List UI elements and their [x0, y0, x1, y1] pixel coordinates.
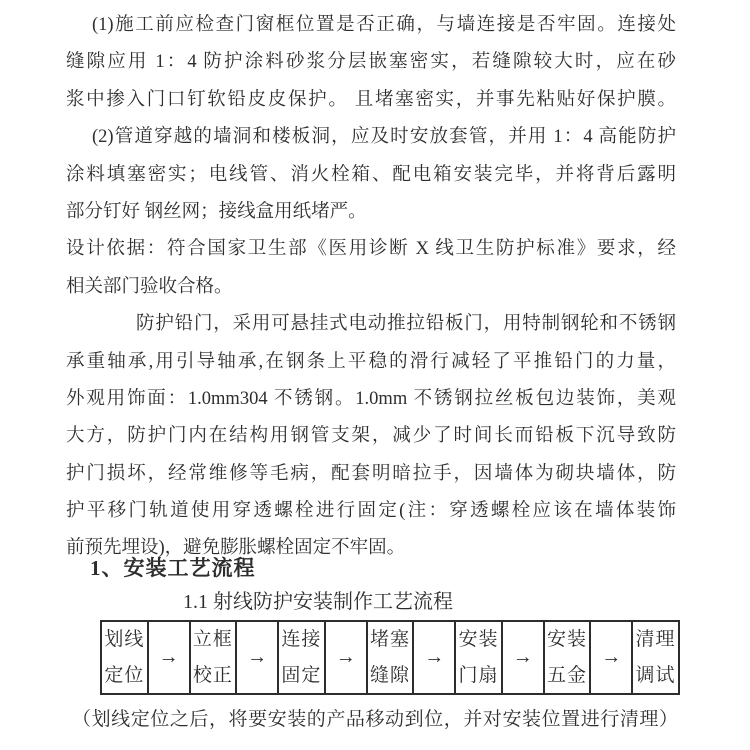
flow-arrow-icon [503, 622, 545, 693]
flow-step-label: 清理 [635, 629, 676, 650]
section-heading: 1、安装工艺流程 [90, 556, 256, 580]
flow-step-label: 五金 [547, 665, 588, 686]
process-flow-table [100, 620, 680, 695]
flow-step [633, 622, 678, 693]
flow-step-label: 调试 [635, 665, 676, 686]
flow-step-label: 安装 [547, 629, 588, 650]
flow-step-label: 立框 [192, 629, 233, 650]
body-line: (2)管道穿越的墙洞和楼板洞，应及时安放套管，并用 1：4 高能防护 [92, 127, 676, 148]
right-arrow-icon: → [512, 646, 533, 668]
flow-step-label: 安装 [458, 629, 499, 650]
body-line: 相关部门验收合格。 [66, 276, 233, 297]
flow-step-label: 固定 [281, 665, 322, 686]
right-arrow-icon: → [424, 646, 445, 668]
flow-step [279, 622, 326, 693]
flow-step [102, 622, 149, 693]
body-line: 外观用饰面：1.0mm304 不锈钢。1.0mm 不锈钢拉丝板包边装饰，美观 [66, 388, 676, 409]
body-line: 护平移门轨道使用穿透螺栓进行固定(注：穿透螺栓应该在墙体装饰 [66, 501, 676, 522]
body-line: 防护铅门，采用可悬挂式电动推拉铅板门，用特制钢轮和不锈钢 [136, 314, 676, 335]
body-line: 设计依据：符合国家卫生部《医用诊断 X 线卫生防护标准》要求，经 [66, 239, 676, 260]
flow-step-label: 定位 [104, 665, 145, 686]
body-line: 承重轴承,用引导轴承,在钢条上平稳的滑行减轻了平推铅门的力量， [66, 351, 676, 372]
body-line: 前预先埋设)，避免膨胀螺栓固定不牢固。 [66, 538, 406, 559]
flow-arrow-icon [591, 622, 633, 693]
flow-step-label: 堵塞 [369, 629, 410, 650]
body-line: 缝隙应用 1：4 防护涂料砂浆分层嵌塞密实，若缝隙较大时，应在砂 [66, 52, 676, 73]
document-body [66, 7, 676, 568]
flow-step-label: 连接 [281, 629, 322, 650]
right-arrow-icon: → [247, 646, 268, 668]
flow-step-label: 划线 [104, 629, 145, 650]
flow-note: （划线定位之后，将要安装的产品移动到位，并对安装位置进行清理） [72, 709, 678, 730]
right-arrow-icon: → [335, 646, 356, 668]
body-line: (1)施工前应检查门窗框位置是否正确，与墙连接是否牢固。连接处 [92, 15, 676, 35]
flow-step-label: 门扇 [458, 665, 499, 686]
flow-step-label: 缝隙 [369, 665, 410, 686]
flow-step [456, 622, 503, 693]
flow-step [545, 622, 592, 693]
flow-step-label: 校正 [192, 665, 233, 686]
body-line: 大方，防护门内在结构用钢管支架，减少了时间长而铅板下沉导致防 [66, 426, 676, 447]
flow-arrow-icon [149, 622, 191, 693]
flow-step [368, 622, 415, 693]
flow-step [191, 622, 238, 693]
right-arrow-icon: → [601, 646, 622, 668]
flow-arrow-icon [326, 622, 368, 693]
body-line: 涂料填塞密实；电线管、消火栓箱、配电箱安装完毕，并将背后露明 [66, 164, 676, 185]
body-line: 浆中掺入门口钉软铅皮皮保护。 且堵塞密实，并事先粘贴好保护膜。 [66, 89, 676, 110]
body-line: 部分钉好 钢丝网；接线盒用纸堵严。 [66, 201, 367, 222]
sub-heading: 1.1 射线防护安装制作工艺流程 [183, 591, 453, 613]
flow-arrow-icon [237, 622, 279, 693]
body-line: 护门损坏，经常维修等毛病，配套明暗拉手，因墙体为砌块墙体，防 [66, 463, 676, 484]
flow-arrow-icon [414, 622, 456, 693]
right-arrow-icon: → [158, 646, 179, 668]
